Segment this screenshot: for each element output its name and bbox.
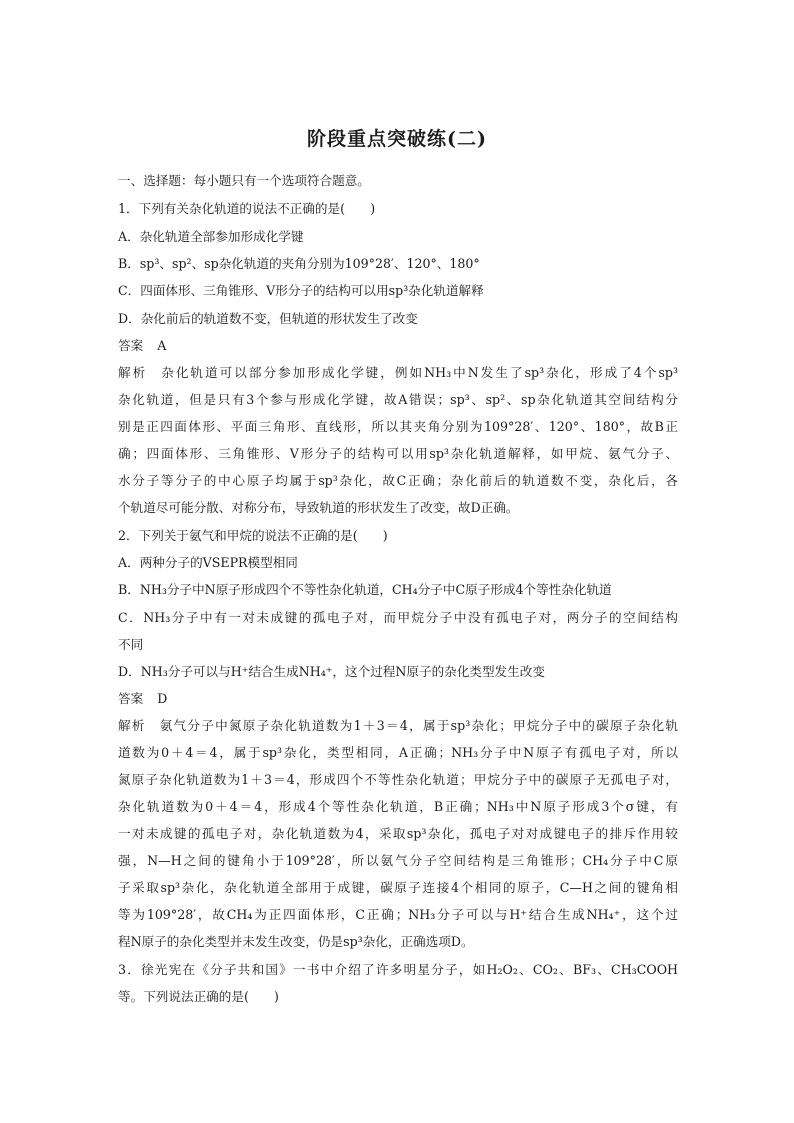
q3-stem: 3．徐光宪在《分子共和国》一书中介绍了许多明星分子，如H₂O₂、CO₂、BF₃、CH₃COOH [118, 962, 678, 977]
q1-option-c: C．四面体形、三角锥形、V形分子的结构可以用sp³杂化轨道解释 [118, 283, 484, 298]
q1-option-a: A．杂化轨道全部参加形成化学键 [118, 229, 304, 244]
q2-analysis-line: 强，N—H之间的键角小于109°28′，所以氨气分子空间结构是三角锥形；CH₄分子中C原 [118, 853, 678, 868]
q1-analysis-line: 个轨道尽可能分散、对称分布，导致轨道的形状发生了改变，故D正确。 [118, 500, 519, 515]
answer-value: A [157, 338, 167, 353]
q1-answer [118, 337, 166, 355]
q2-option-d: D．NH₃分子可以与H⁺结合生成NH₄⁺，这个过程N原子的杂化类型发生改变 [118, 664, 545, 679]
answer-label: 答案 [118, 338, 144, 353]
q2-stem: 2．下列关于氨气和甲烷的说法不正确的是( ) [118, 528, 388, 543]
q2-analysis-line [118, 717, 678, 735]
q2-option-c-cont: 不同 [118, 637, 144, 652]
q2-analysis-line: 杂化轨道数为0＋4＝4，形成4个等性杂化轨道，B正确；NH₃中N原子形成3个σ键，有 [118, 799, 678, 814]
analysis-label: 解析 [118, 365, 148, 380]
answer-value: D [157, 691, 168, 706]
analysis-text: 氨气分子中氮原子杂化轨道数为1＋3＝4，属于sp³杂化；甲烷分子中的碳原子杂化轨 [159, 718, 678, 733]
analysis-text: 杂化轨道可以部分参加形成化学键，例如NH₃中N发生了sp³杂化，形成了4个sp³ [161, 365, 679, 380]
q2-analysis-line: 子采取sp³杂化，杂化轨道全部用于成键，碳原子连接4个相同的原子，C—H之间的键角相 [118, 880, 678, 895]
q1-analysis-line: 杂化轨道，但是只有3个参与形成化学键，故A错误；sp³、sp²、sp杂化轨道其空间结构分 [118, 392, 678, 407]
q1-option-b: B．sp³、sp²、sp杂化轨道的夹角分别为109°28′、120°、180° [118, 256, 480, 271]
q3-stem-cont: 等。下列说法正确的是( ) [118, 989, 279, 1004]
q2-analysis-line: 氮原子杂化轨道数为1＋3＝4，形成四个不等性杂化轨道；甲烷分子中的碳原子无孤电子对， [118, 772, 678, 787]
q2-answer [118, 690, 167, 708]
q1-stem: 1．下列有关杂化轨道的说法不正确的是( ) [118, 201, 376, 216]
q1-analysis-line: 别是正四面体形、平面三角形、直线形，所以其夹角分别为109°28′、120°、180°，故B正 [118, 419, 678, 434]
answer-label: 答案 [118, 691, 144, 706]
page-title: 阶段重点突破练(二) [307, 128, 487, 150]
q1-option-d: D．杂化前后的轨道数不变，但轨道的形状发生了改变 [118, 311, 418, 326]
q1-analysis-line: 确；四面体形、三角锥形、V形分子的结构可以用sp³杂化轨道解释，如甲烷、氨气分子、 [118, 446, 678, 461]
section-heading: 一、选择题：每小题只有一个选项符合题意。 [118, 173, 370, 188]
q1-analysis-line: 水分子等分子的中心原子均属于sp³杂化，故C正确；杂化前后的轨道数不变，杂化后，各 [118, 473, 678, 488]
analysis-label: 解析 [118, 718, 146, 733]
q2-analysis-line: 等为109°28′，故CH₄为正四面体形，C正确；NH₃分子可以与H⁺结合生成NH₄⁺，这个过 [118, 907, 678, 922]
q2-analysis-line: 道数为0＋4＝4，属于sp³杂化，类型相同，A正确；NH₃分子中N原子有孤电子对，所以 [118, 745, 678, 760]
q2-option-c: C．NH₃分子中有一对未成键的孤电子对，而甲烷分子中没有孤电子对，两分子的空间结构 [118, 610, 678, 625]
q2-analysis-line: 一对未成键的孤电子对，杂化轨道数为4，采取sp³杂化，孤电子对对成键电子的排斥作用较 [118, 826, 678, 841]
q2-option-b: B．NH₃分子中N原子形成四个不等性杂化轨道，CH₄分子中C原子形成4个等性杂化轨道 [118, 582, 612, 597]
q1-analysis-line [118, 364, 678, 382]
q2-analysis-line: 程N原子的杂化类型并未发生改变，仍是sp³杂化，正确选项D。 [118, 934, 474, 949]
q2-option-a: A．两种分子的VSEPR模型相同 [118, 555, 298, 570]
